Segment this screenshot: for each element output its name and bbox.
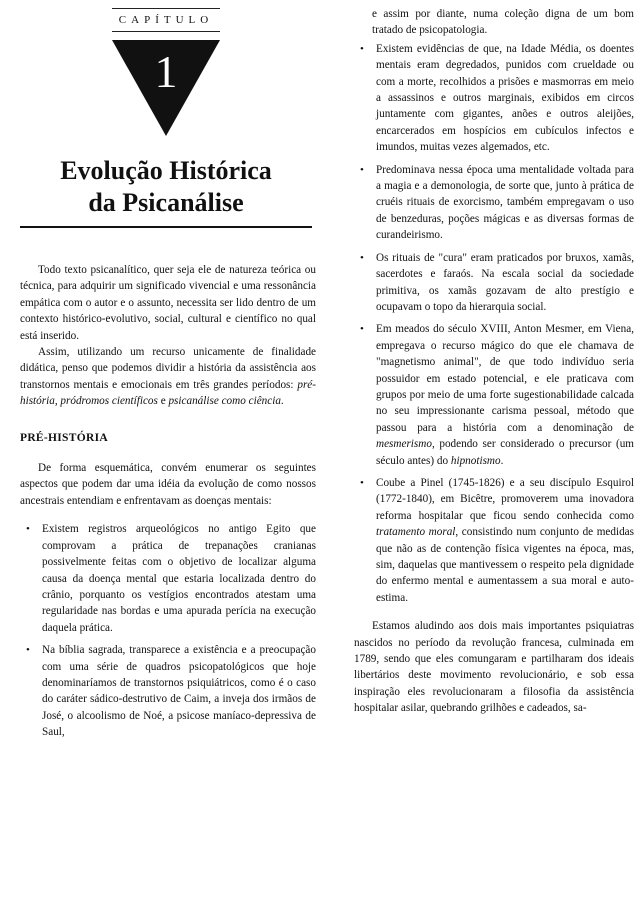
bullet-icon: • xyxy=(360,163,364,176)
list-item-text: . xyxy=(500,454,504,467)
list-item-emphasis: tratamento moral xyxy=(376,526,456,539)
list-item-text: Existem registros arqueológicos no antigo Egito que comprovam a prática de trepanações cranianas possivelmente feitas com o objetivo de localizar alguma causa da doença mental que estaria localizada dentro do crânio, porquanto os vestígios encontrados atestam uma regularidade nas bordas e uma apurada perícia na execução daquela prática. xyxy=(42,523,316,634)
list-item-text: Coube a Pinel (1745-1826) e a seu discípulo Esquirol (1772-1840), em Bicêtre, promoverem uma inovadora reforma hospitalar que ficou sendo conhecida como xyxy=(376,476,634,522)
intro-emphasis-2: psicanálise como ciência xyxy=(168,395,281,408)
section-intro: De forma esquemática, convém enumerar os seguintes aspectos que podem dar uma idéia da evolução de como nossos ancestrais entendiam e enfrentavam as doenças mentais: xyxy=(20,462,316,507)
list-item-text: Na bíblia sagrada, transparece a existência e a preocupação com uma série de quadros psicopatológicos que hoje denominaríamos de transtornos psiquiátricos, como é o caso do caráter sádico-destrutivo de Caim, a inveja dos irmãos de José, o alcoolismo de Noé, a psicose maníaco-depressiva de Saul, xyxy=(42,644,316,739)
list-item xyxy=(20,642,316,740)
list-item-emphasis: mesmerismo xyxy=(376,438,432,451)
list-item xyxy=(20,521,316,636)
bullet-icon: • xyxy=(26,523,30,536)
chapter-title xyxy=(20,155,312,219)
bullet-list-right xyxy=(354,41,634,606)
intro-emphasis-1: pré-história, pródromos científicos xyxy=(20,378,316,408)
intro-text: . xyxy=(280,395,284,408)
list-item xyxy=(354,321,634,469)
list-item-text: Os rituais de "cura" eram praticados por bruxos, xamãs, sacerdotes e faraós. Na escala social da sociedade primitiva, os xamãs gozavam de alto prestígio e ocupavam o topo da hierarquia social. xyxy=(376,251,634,313)
chapter-label: CAPÍTULO xyxy=(112,8,220,32)
closing-paragraph: Estamos aludindo aos dois mais importantes psiquiatras nascidos no período da revolução francesa, culminada em 1789, sendo que eles comungaram e partilharam dos ideais libertários deste movimento revolucionário, e sob essa inspiração eles revolucionaram a filosofia da assistência hospitalar asilar, quebrando grilhões e cadeados, sa- xyxy=(354,620,634,715)
list-item-text: Em meados do século XVIII, Anton Mesmer, em Viena, empregava o recurso mágico do que ele chamava de "magnetismo animal", de que todo indivíduo seria possuidor em estado potencial, e ele praticava com grupos por meio de uma forte sugestionabilidade calcada no seu impressionante carisma pessoal, método que passou para a história com a denominação de xyxy=(376,323,634,434)
bullet-icon: • xyxy=(360,323,364,336)
intro-paragraph-2 xyxy=(20,344,316,410)
bullet-icon: • xyxy=(360,476,364,489)
title-line-1: Evolução Histórica xyxy=(60,156,272,185)
title-line-2: da Psicanálise xyxy=(88,188,244,217)
list-item-text: , consistindo num conjunto de medidas que não as de contenção física vigentes na época, mas, sim, daquelas que mantivessem o respeito pela dignidade do enfermo mental e aumentassem a sua moral e auto-estima. xyxy=(376,526,634,604)
list-item-text: , podendo ser considerado o precursor (um século antes) do xyxy=(376,438,634,467)
title-rule xyxy=(20,226,312,228)
list-item xyxy=(354,250,634,316)
list-item xyxy=(354,41,634,156)
list-item xyxy=(354,475,634,606)
intro-text: Assim, utilizando um recurso unicamente de finalidade didática, penso que podemos dividir a história da assistência aos transtornos mentais e emocionais em três grandes períodos: xyxy=(20,346,316,391)
bullet-list-left xyxy=(20,521,316,740)
list-item-text: Existem evidências de que, na Idade Média, os doentes mentais eram degredados, punidos com crueldade ou com a morte, recolhidos a prisões e masmorras em meio a assassinos e outros marginais, exibidos em circos juntamente com gigantes, anões e outros aleijões, encarcerados em hospícios em cubículos infectos e imundos, muitas vezes algemados, etc. xyxy=(376,42,634,154)
section-heading: PRÉ-HISTÓRIA xyxy=(20,431,108,444)
intro-text: e xyxy=(157,395,169,408)
chapter-number: 1 xyxy=(154,46,178,97)
bullet-icon: • xyxy=(360,42,364,55)
continued-text: e assim por diante, numa coleção digna de um bom tratado de psicopatologia. xyxy=(372,8,634,37)
bullet-icon: • xyxy=(360,251,364,264)
left-column xyxy=(20,262,316,747)
bullet-icon: • xyxy=(26,644,30,657)
list-item-emphasis: hipnotismo xyxy=(450,454,501,467)
right-column xyxy=(354,6,634,717)
intro-paragraph-1: Todo texto psicanalítico, quer seja ele de natureza teórica ou técnica, para adquirir um significado vivencial e uma ressonância empática com o autor e o assunto, necessita ser lido dentro de um contexto histórico-evolutivo, social, cultural e científico no qual está inserido. xyxy=(20,264,316,342)
list-item-text: Predominava nessa época uma mentalidade voltada para a magia e a demonologia, de sorte que, junto à prática de cruéis rituais de exorcismo, também empregavam o uso de benzeduras, poções mágicas e as diversas formas de curandeirismo. xyxy=(376,163,634,242)
list-item xyxy=(354,162,634,244)
